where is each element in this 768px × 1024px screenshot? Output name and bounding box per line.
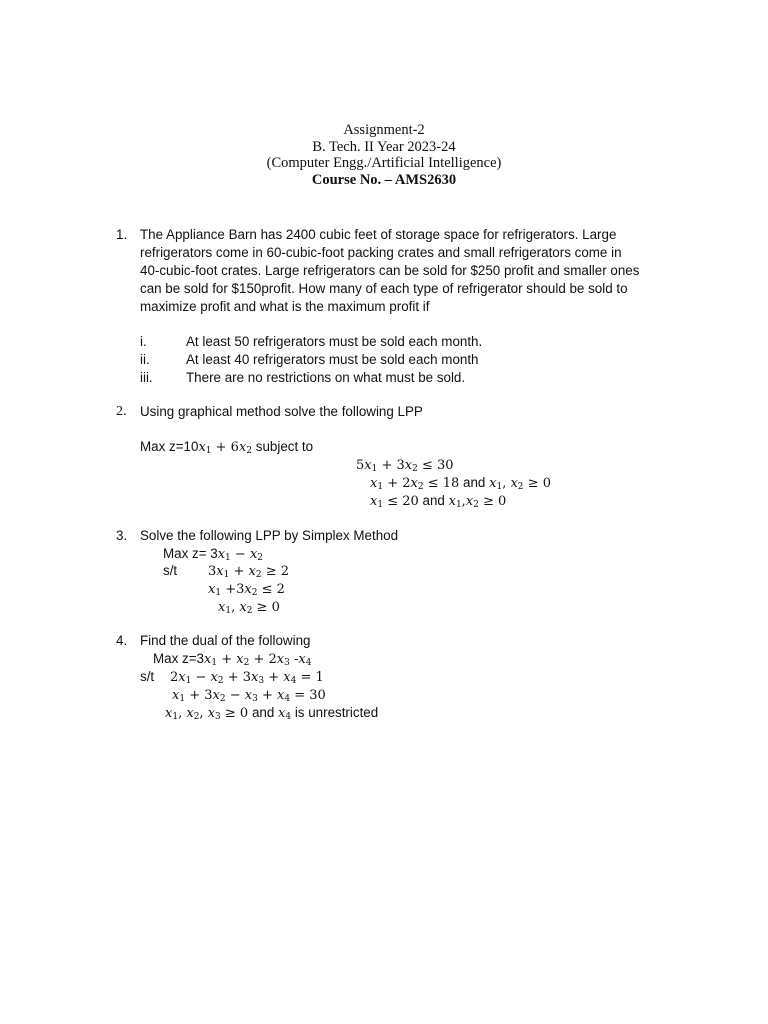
question-3-constraint-2: $x_1 +3x_2 \le 2$ [208,582,285,598]
department: (Computer Engg./Artificial Intelligence) [266,155,502,171]
document-header [0,122,768,188]
assignment-title: Assignment-2 [343,122,425,138]
condition-label: i. [140,334,147,349]
question-2-objective: Max $z=10x_1 + 6x_2$ subject to [140,439,314,456]
question-4-constraint-1: $2x_1 - x_2 + 3x_3 + x_4 = 1$ [170,670,324,686]
question-1 [116,226,696,316]
question-4-constraint-2: $x_1 + 3x_2 - x_3 + x_4 = 30$ [172,688,326,704]
question-3-text: Solve the following LPP by Simplex Method [140,528,399,543]
question-2-text: Using graphical method solve the following LPP [140,404,423,419]
question-1-line: maximize profit and what is the maximum profit if [140,299,430,314]
condition-label: ii. [140,352,150,367]
question-2-constraint-1: $5x_1 + 3x_2 \le 30$ [356,458,454,474]
condition-text: At least 40 refrigerators must be sold each month [186,352,479,367]
question-2-constraint-2: $x_1 + 2x_2 \le 18$ and $x_1$, $x_2 \ge 0$ [370,475,551,492]
question-1-line: refrigerators come in 60-cubic-foot packing crates and small refrigerators come in [140,245,622,260]
question-2-number: 2. [116,404,127,419]
program-year: B. Tech. II Year 2023-24 [312,138,456,155]
question-1-number: 1. [116,227,128,242]
question-2-constraint-3: $x_1 \le 20$ and $x_1,x_2 \ge 0$ [370,493,507,510]
question-1-text [140,226,639,316]
course-number: Course No. – AMS2630 [311,171,457,188]
condition-text: There are no restrictions on what must be sold. [186,370,466,385]
question-4-objective: Max $z=3x_1 + x_2 + 2x_3$ $-x_4$ [153,651,312,668]
question-3-number: 3. [116,528,128,543]
question-4-text: Find the dual of the following [140,633,311,648]
question-1-line: 40-cubic-foot crates. Large refrigerators can be sold for $250 profit and smaller ones [140,263,640,278]
question-1-line: can be sold for $150profit. How many of each type of refrigerator should be sold to [140,281,628,296]
question-4-number: 4. [116,633,128,648]
question-4-st: s/t [140,669,155,684]
condition-text: At least 50 refrigerators must be sold each month. [186,334,483,349]
question-3-nonnegativity: $x_1$, $x_2 \ge 0$ [218,600,280,616]
question-1-line: The Appliance Barn has 2400 cubic feet of storage space for refrigerators. Large [140,227,617,242]
condition-label: iii. [140,370,153,385]
question-3-st: s/t [163,563,178,578]
question-3-objective: Max $z= 3x_1 - x_2$ [163,546,264,563]
question-4-sign-conditions: $x_1$, $x_2$, $x_3 \ge 0$ and $x_4$ is unrestricted [165,705,379,722]
question-3-constraint-1: $3x_1 + x_2 \ge 2$ [208,564,290,580]
